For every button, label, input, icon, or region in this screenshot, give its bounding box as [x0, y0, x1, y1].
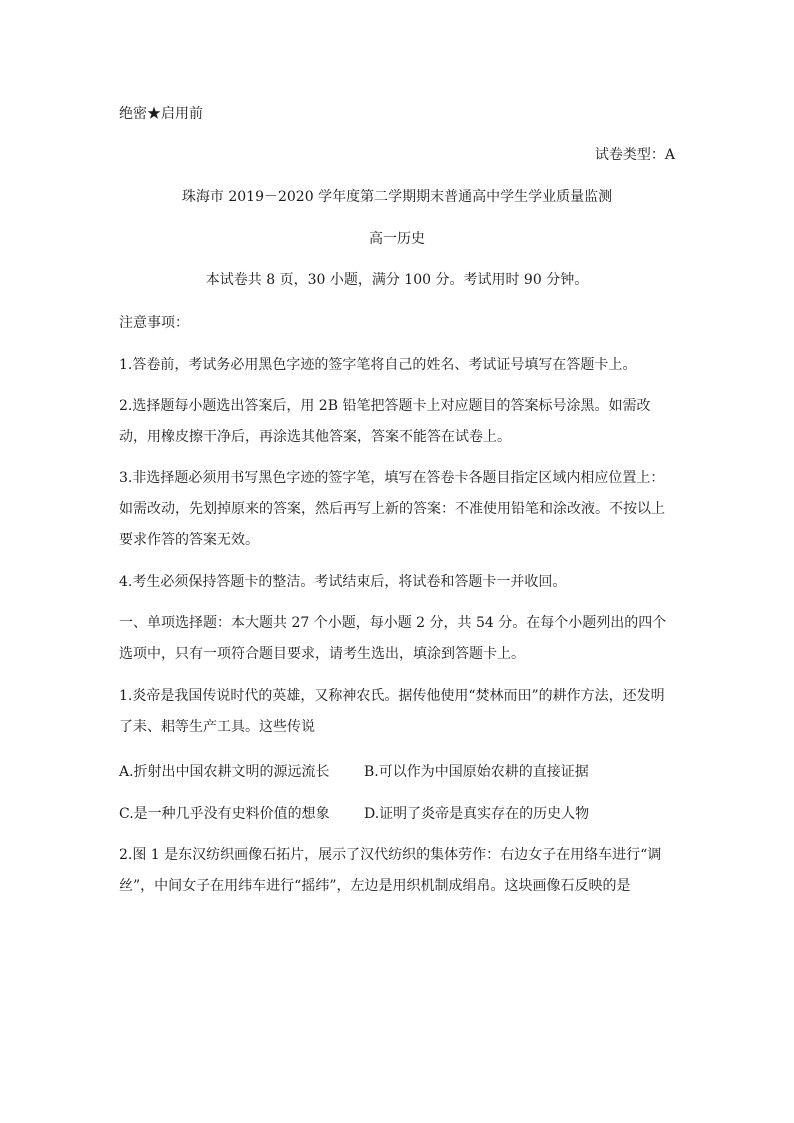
paper-type-label: 试卷类型：A: [594, 147, 675, 163]
question-1-stem: 1.炎帝是我国传说时代的英雄，又称神农氏。据传他使用“焚林而田”的耕作方法，还发明了耒、耜等生产工具。这些传说: [119, 688, 665, 735]
secrecy-label: 绝密★启用前: [119, 106, 203, 122]
question-1-option-d: D.证明了炎帝是真实存在的历史人物: [364, 806, 590, 822]
section-heading: 一、单项选择题：本大题共 27 个小题，每小题 2 分，共 54 分。在每个小题列出的四个选项中，只有一项符合题目要求，请考生选出，填涂到答题卡上。: [119, 615, 667, 662]
notes-heading: 注意事项：: [119, 315, 189, 331]
note-item-1: 1.答卷前，考试务必用黑色字迹的签字笔将自己的姓名、考试证号填写在答题卡上。: [119, 357, 637, 373]
exam-info: 本试卷共 8 页，30 小题，满分 100 分。考试用时 90 分钟。: [205, 272, 589, 288]
question-1-option-c: C.是一种几乎没有史料价值的想象: [119, 806, 330, 822]
note-item-2: 2.选择题每小题选出答案后，用 2B 铅笔把答题卡上对应题目的答案标号涂黑。如需改动，用橡皮擦干净后，再涂选其他答案，答案不能答在试卷上。: [119, 398, 651, 445]
note-item-3: 3.非选择题必须用书写黑色字迹的签字笔，填写在答卷卡各题目指定区域内相应位置上：如需改动，先划掉原来的答案，然后再写上新的答案：不准使用铅笔和涂改液。不按以上要求作答的答案无效。: [119, 470, 665, 548]
exam-title: 珠海市 2019－2020 学年度第二学期期末普通高中学生学业质量监测: [181, 189, 613, 205]
question-1-option-b: B.可以作为中国原始农耕的直接证据: [364, 764, 589, 780]
subject-title: 高一历史: [369, 231, 425, 247]
question-2-stem: 2.图 1 是东汉纺织画像石拓片，展示了汉代纺织的集体劳作：右边女子在用络车进行“调丝”，中间女子在用纬车进行“摇纬”，左边是用织机制成绢帛。这块画像石反映的是: [119, 847, 662, 894]
note-item-4: 4.考生必须保持答题卡的整洁。考试结束后，将试卷和答题卡一并收回。: [119, 574, 567, 590]
question-1-option-a: A.折射出中国农耕文明的源远流长: [119, 764, 330, 780]
